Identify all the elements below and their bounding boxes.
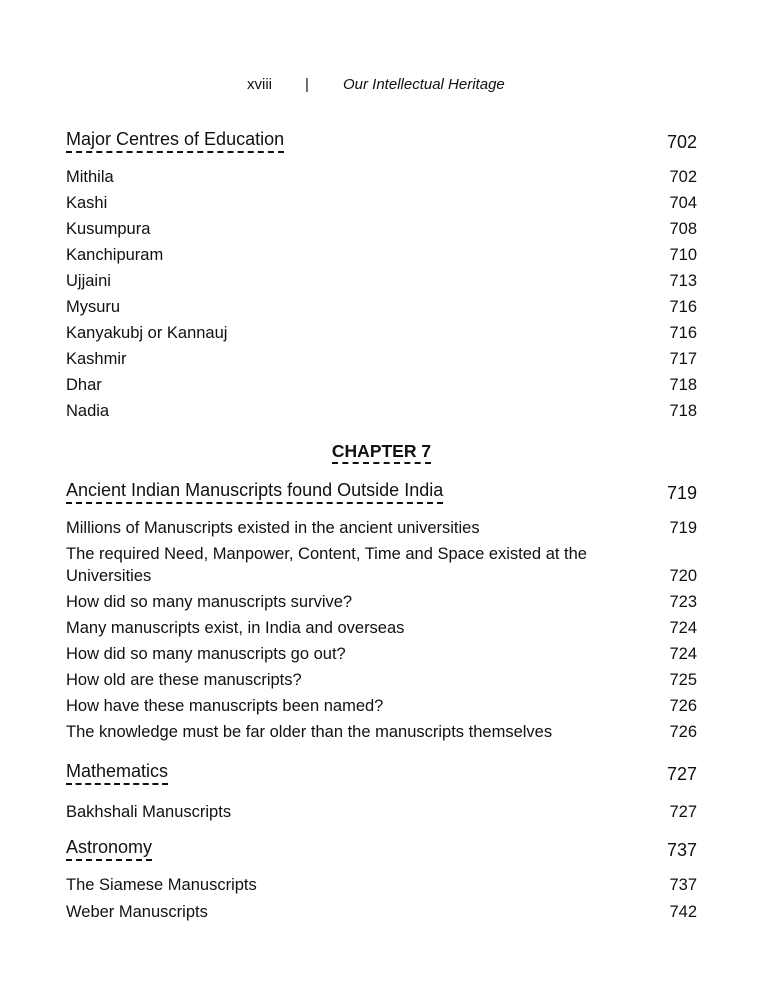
chapter-title: CHAPTER 7 bbox=[332, 441, 431, 464]
entry-title: Bakhshali Manuscripts bbox=[66, 803, 232, 821]
entry-title: How old are these manuscripts? bbox=[66, 671, 302, 689]
toc-entry[interactable] bbox=[66, 543, 697, 587]
section-title: Major Centres of Education bbox=[66, 128, 284, 153]
section-page-number: 727 bbox=[666, 764, 697, 784]
toc-entry[interactable] bbox=[66, 591, 697, 613]
entry-title: Weber Manuscripts bbox=[66, 903, 208, 921]
entry-title: The Siamese Manuscripts bbox=[66, 876, 257, 894]
toc-entry[interactable] bbox=[66, 348, 697, 370]
entry-title: Kusumpura bbox=[66, 220, 151, 238]
section-title: Astronomy bbox=[66, 836, 152, 861]
section-title: Ancient Indian Manuscripts found Outside India bbox=[66, 479, 443, 504]
section-page-number: 719 bbox=[666, 483, 697, 503]
entry-title: Mithila bbox=[66, 168, 114, 186]
toc-entry[interactable] bbox=[66, 901, 697, 923]
entry-page-number: 726 bbox=[669, 697, 697, 715]
entry-page-number: 716 bbox=[669, 298, 697, 316]
section-page-number: 702 bbox=[666, 132, 697, 152]
entry-title: Millions of Manuscripts existed in the ancient universities bbox=[66, 519, 480, 537]
entry-title: How have these manuscripts been named? bbox=[66, 697, 384, 715]
toc-entry[interactable] bbox=[66, 617, 697, 639]
entry-page-number: 724 bbox=[669, 645, 697, 663]
toc-section-heading[interactable] bbox=[66, 760, 697, 785]
entry-page-number: 702 bbox=[669, 168, 697, 186]
entry-page-number: 718 bbox=[669, 376, 697, 394]
entry-page-number: 717 bbox=[669, 350, 697, 368]
entry-page-number: 716 bbox=[669, 324, 697, 342]
entry-title: Many manuscripts exist, in India and overseas bbox=[66, 619, 405, 637]
entry-title: How did so many manuscripts go out? bbox=[66, 645, 346, 663]
toc-section-heading[interactable] bbox=[66, 479, 697, 504]
toc-section-heading[interactable] bbox=[66, 128, 697, 153]
entry-page-number: 724 bbox=[669, 619, 697, 637]
entry-page-number: 737 bbox=[669, 876, 697, 894]
toc-entry[interactable] bbox=[66, 192, 697, 214]
entry-page-number: 719 bbox=[669, 519, 697, 537]
entry-title: Kanchipuram bbox=[66, 246, 164, 264]
section-title: Mathematics bbox=[66, 760, 168, 785]
entry-title: Mysuru bbox=[66, 298, 121, 316]
toc-entry[interactable] bbox=[66, 400, 697, 422]
entry-page-number: 726 bbox=[669, 723, 697, 741]
toc-entry[interactable] bbox=[66, 721, 697, 743]
entry-title: How did so many manuscripts survive? bbox=[66, 593, 353, 611]
running-head-separator: | bbox=[305, 76, 309, 93]
running-head-page-number: xviii bbox=[247, 76, 272, 93]
toc-entry[interactable] bbox=[66, 270, 697, 292]
entry-page-number: 725 bbox=[669, 671, 697, 689]
entry-page-number: 708 bbox=[669, 220, 697, 238]
entry-page-number: 720 bbox=[669, 567, 697, 585]
toc-entry[interactable] bbox=[66, 296, 697, 318]
toc-entry[interactable] bbox=[66, 874, 697, 896]
entry-page-number: 727 bbox=[669, 803, 697, 821]
toc-entry[interactable] bbox=[66, 322, 697, 344]
entry-page-number: 718 bbox=[669, 402, 697, 420]
chapter-heading bbox=[0, 440, 763, 462]
running-head-book-title: Our Intellectual Heritage bbox=[343, 76, 505, 93]
toc-entry[interactable] bbox=[66, 643, 697, 665]
toc-entry[interactable] bbox=[66, 244, 697, 266]
entry-title: The required Need, Manpower, Content, Time and Space existed at the Universities bbox=[66, 545, 587, 585]
entry-title: Kashi bbox=[66, 194, 108, 212]
toc-entry[interactable] bbox=[66, 218, 697, 240]
section-page-number: 737 bbox=[666, 840, 697, 860]
toc-entry[interactable] bbox=[66, 166, 697, 188]
toc-entry[interactable] bbox=[66, 669, 697, 691]
toc-entry[interactable] bbox=[66, 695, 697, 717]
entry-title: Kanyakubj or Kannauj bbox=[66, 324, 228, 342]
toc-entry[interactable] bbox=[66, 374, 697, 396]
entry-title: Dhar bbox=[66, 376, 102, 394]
entry-title: Nadia bbox=[66, 402, 110, 420]
entry-page-number: 723 bbox=[669, 593, 697, 611]
toc-section-heading[interactable] bbox=[66, 836, 697, 861]
entry-page-number: 704 bbox=[669, 194, 697, 212]
entry-page-number: 713 bbox=[669, 272, 697, 290]
entry-title: Kashmir bbox=[66, 350, 127, 368]
entry-page-number: 742 bbox=[669, 903, 697, 921]
toc-entry[interactable] bbox=[66, 801, 697, 823]
entry-title: The knowledge must be far older than the manuscripts themselves bbox=[66, 723, 553, 741]
entry-title: Ujjaini bbox=[66, 272, 111, 290]
entry-page-number: 710 bbox=[669, 246, 697, 264]
toc-entry[interactable] bbox=[66, 517, 697, 539]
